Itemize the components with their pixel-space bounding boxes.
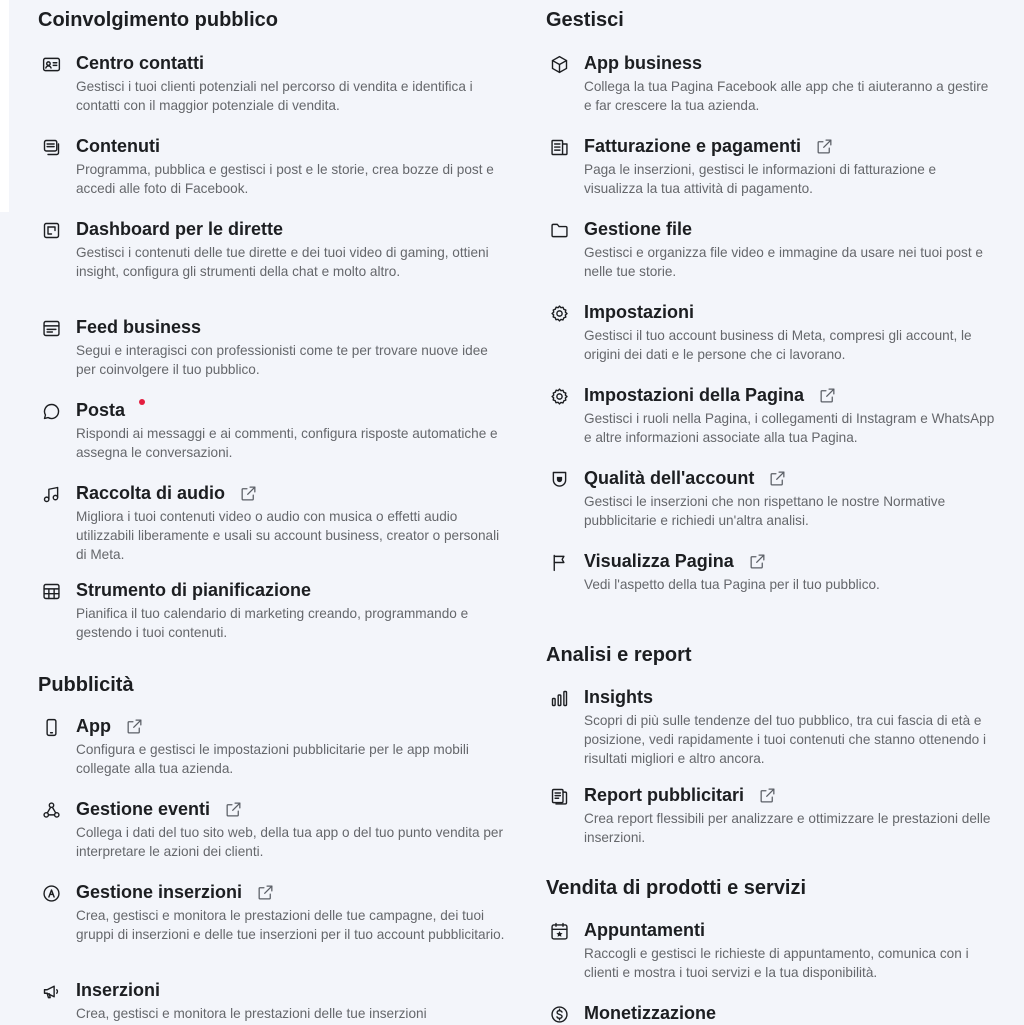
gear-icon bbox=[548, 385, 570, 407]
tool-description: Paga le inserzioni, gestisci le informazioni di fatturazione e visualizza la tua attività di pagamento. bbox=[584, 162, 937, 196]
section-title-manage: Gestisci bbox=[546, 9, 624, 31]
tool-description: Gestisci il tuo account business di Meta, compresi gli account, le origini dei dati e le persone che ci lavorano. bbox=[584, 328, 972, 362]
music-note-icon bbox=[40, 483, 62, 505]
tool-title: Raccolta di audio bbox=[76, 483, 226, 503]
external-link-icon[interactable] bbox=[758, 786, 777, 805]
tool-description: Scopri di più sulle tendenze del tuo pubblico, tra cui fascia di età e posizione, vedi rapidamente i tuoi contenuti che stanno ottenendo i risultati migliori e altro ancora. bbox=[584, 713, 987, 766]
feed-icon bbox=[40, 317, 62, 339]
tool-title: Impostazioni bbox=[584, 302, 695, 322]
section-title-commerce: Vendita di prodotti e servizi bbox=[546, 877, 807, 899]
tool-title: Contenuti bbox=[76, 136, 160, 156]
events-network-icon bbox=[40, 799, 62, 821]
flag-icon bbox=[548, 551, 570, 573]
content-library-icon bbox=[40, 136, 62, 158]
tool-description: Crea, gestisci e monitora le prestazioni delle tue inserzioni bbox=[76, 1006, 427, 1021]
section-title-engagement: Coinvolgimento pubblico bbox=[38, 9, 278, 31]
dollar-coin-icon bbox=[548, 1003, 570, 1025]
contact-card-icon bbox=[40, 53, 62, 75]
tool-title: Monetizzazione bbox=[584, 1003, 717, 1023]
tool-title: App business bbox=[584, 53, 703, 73]
tool-description: Gestisci i tuoi clienti potenziali nel percorso di vendita e identifica i contatti con il maggior potenziale di vendita. bbox=[76, 79, 473, 113]
calendar-icon bbox=[40, 580, 62, 602]
external-link-icon[interactable] bbox=[125, 717, 144, 736]
section-title-advertising: Pubblicità bbox=[38, 674, 134, 696]
tool-title: Report pubblicitari bbox=[584, 785, 745, 805]
appointment-calendar-icon bbox=[548, 920, 570, 942]
report-icon bbox=[548, 785, 570, 807]
chat-bubble-icon bbox=[40, 400, 62, 422]
external-link-icon[interactable] bbox=[224, 800, 243, 819]
mobile-phone-icon bbox=[40, 716, 62, 738]
tool-title: Insights bbox=[584, 687, 654, 707]
megaphone-icon bbox=[40, 980, 62, 1002]
tool-title: Gestione eventi bbox=[76, 799, 211, 819]
external-link-icon[interactable] bbox=[815, 137, 834, 156]
tool-description: Raccogli e gestisci le richieste di appuntamento, comunica con i clienti e mostra i tuoi servizi e la tua disponibilità. bbox=[584, 946, 969, 980]
tool-title: Fatturazione e pagamenti bbox=[584, 136, 802, 156]
tool-description: Gestisci e organizza file video e immagine da usare nei tuoi post e nelle tue storie. bbox=[584, 245, 983, 279]
tool-description: Configura e gestisci le impostazioni pubblicitarie per le app mobili collegate alla tua azienda. bbox=[76, 742, 469, 776]
tool-description: Collega la tua Pagina Facebook alle app che ti aiuteranno a gestire e far crescere la tua azienda. bbox=[584, 79, 989, 113]
folder-icon bbox=[548, 219, 570, 241]
tool-title: Feed business bbox=[76, 317, 202, 337]
external-link-icon[interactable] bbox=[256, 883, 275, 902]
tool-title: Strumento di pianificazione bbox=[76, 580, 312, 600]
tool-title: Inserzioni bbox=[76, 980, 161, 1000]
tool-title: App bbox=[76, 716, 111, 736]
bar-chart-icon bbox=[548, 687, 570, 709]
tool-description: Gestisci i ruoli nella Pagina, i collegamenti di Instagram e WhatsApp e altre informazioni associate alla tua Pagina. bbox=[584, 411, 995, 445]
tool-description: Vedi l'aspetto della tua Pagina per il tuo pubblico. bbox=[584, 577, 880, 592]
tool-description: Migliora i tuoi contenuti video o audio con musica o effetti audio utilizzabili liberamente e usali su account business, creator o personali di Meta. bbox=[76, 509, 500, 562]
tool-title: Visualizza Pagina bbox=[584, 551, 734, 571]
shield-icon bbox=[548, 468, 570, 490]
tool-description: Pianifica il tuo calendario di marketing creando, programmando e gestendo i tuoi contenuti. bbox=[76, 606, 469, 640]
tool-title: Posta bbox=[76, 400, 126, 420]
tool-description: Collega i dati del tuo sito web, della tua app o del tuo punto vendita per interpretare le azioni dei clienti. bbox=[76, 825, 503, 859]
tool-description: Crea, gestisci e monitora le prestazioni delle tue campagne, dei tuoi gruppi di inserzioni e delle tue inserzioni per il tuo account pubblicitario. bbox=[76, 908, 505, 942]
tool-description: Rispondi ai messaggi e ai commenti, configura risposte automatiche e assegna le conversazioni. bbox=[76, 426, 498, 460]
left-panel-edge bbox=[0, 0, 9, 212]
gear-icon bbox=[548, 302, 570, 324]
external-link-icon[interactable] bbox=[768, 469, 787, 488]
tool-description: Gestisci le inserzioni che non rispettano le nostre Normative pubblicitarie e richiedi un'altra analisi. bbox=[584, 494, 946, 528]
tool-title: Centro contatti bbox=[76, 53, 204, 73]
tool-title: Impostazioni della Pagina bbox=[584, 385, 805, 405]
notification-dot bbox=[139, 399, 145, 405]
tool-title: Dashboard per le dirette bbox=[76, 219, 284, 239]
tool-description: Crea report flessibili per analizzare e ottimizzare le prestazioni delle inserzioni. bbox=[584, 811, 991, 845]
external-link-icon[interactable] bbox=[818, 386, 837, 405]
cube-icon bbox=[548, 53, 570, 75]
section-title-analytics: Analisi e report bbox=[546, 644, 692, 666]
live-dashboard-icon bbox=[40, 219, 62, 241]
billing-icon bbox=[548, 136, 570, 158]
tool-description: Programma, pubblica e gestisci i post e le storie, crea bozze di post e accedi alle foto di Facebook. bbox=[76, 162, 494, 196]
tool-title: Gestione file bbox=[584, 219, 693, 239]
external-link-icon[interactable] bbox=[239, 484, 258, 503]
tool-description: Gestisci i contenuti delle tue dirette e dei tuoi video di gaming, ottieni insight, configura gli strumenti della chat e molto altro. bbox=[76, 245, 489, 279]
tool-description: Segui e interagisci con professionisti come te per trovare nuove idee per coinvolgere il tuo pubblico. bbox=[76, 343, 488, 377]
tool-title: Appuntamenti bbox=[584, 920, 705, 940]
ads-manager-icon bbox=[40, 882, 62, 904]
tool-title: Gestione inserzioni bbox=[76, 882, 243, 902]
tool-title: Qualità dell'account bbox=[584, 468, 755, 488]
external-link-icon[interactable] bbox=[748, 552, 767, 571]
